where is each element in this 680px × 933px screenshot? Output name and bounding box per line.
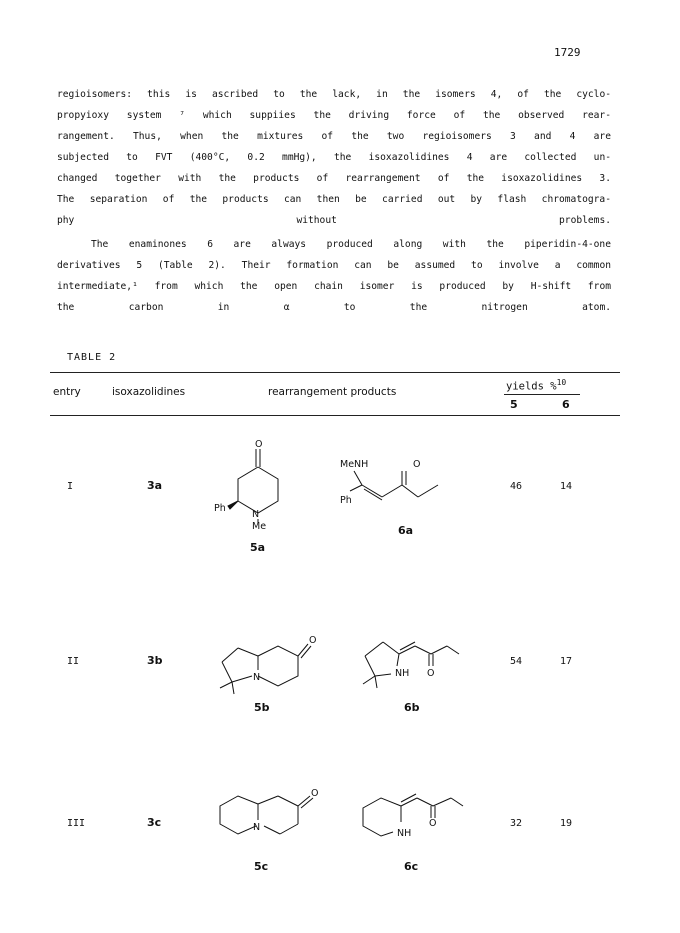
yield-header-rule <box>504 394 580 395</box>
header-col-5: 5 <box>510 398 518 411</box>
atom-label: O <box>311 788 319 799</box>
text-line: changed together with the products of rearrangement of the isoxazolidines 3. <box>57 173 611 184</box>
header-isoxazolidines: isoxazolidines <box>112 386 186 398</box>
yield-6: 14 <box>560 481 573 492</box>
product-5-label: 5c <box>254 860 269 873</box>
paragraph-1 <box>57 84 611 231</box>
text-line: regioisomers: this is ascribed to the lack, in the isomers 4, of the cyclo- <box>57 89 611 100</box>
atom-label: N <box>252 509 260 520</box>
header-col-6: 6 <box>562 398 570 411</box>
structure-6a <box>340 455 470 525</box>
yield-6: 19 <box>560 818 573 829</box>
isoxazolidine-label: 3b <box>147 654 163 667</box>
entry-id: III <box>67 818 86 829</box>
table-top-rule <box>50 372 620 373</box>
structure-5a <box>200 435 310 540</box>
entry-id: I <box>67 481 74 492</box>
structure-6b <box>355 628 475 708</box>
atom-label: O <box>309 635 317 646</box>
text-line: phy without problems. <box>57 215 611 226</box>
yield-5: 46 <box>510 481 523 492</box>
structure-5c <box>210 788 330 848</box>
atom-label: Ph <box>214 503 226 514</box>
text-line: The separation of the products can then be carried out by flash chromatogra- <box>57 194 611 205</box>
header-yields-label: yields % <box>506 380 557 393</box>
product-6-label: 6a <box>398 524 414 537</box>
structure-6c <box>355 790 475 850</box>
header-entry: entry <box>53 386 81 398</box>
entry-id: II <box>67 656 80 667</box>
yield-5: 54 <box>510 656 523 667</box>
table-header-rule <box>50 415 620 416</box>
text-line: derivatives 5 (Table 2). Their formation can be assumed to involve a common <box>57 260 611 271</box>
atom-label: O <box>427 668 435 679</box>
atom-label: Ph <box>340 495 352 506</box>
text-line: the carbon in α to the nitrogen atom. <box>57 302 611 313</box>
yield-5: 32 <box>510 818 523 829</box>
yield-6: 17 <box>560 656 573 667</box>
atom-label: O <box>255 439 263 450</box>
isoxazolidine-label: 3a <box>147 479 163 492</box>
page-number: 1729 <box>554 46 581 59</box>
text-line: propyioxy system ⁷ which suppiies the driving force of the observed rear- <box>57 110 611 121</box>
text-line: rangement. Thus, when the mixtures of the two regioisomers 3 and 4 are <box>57 131 611 142</box>
atom-label: N <box>253 672 261 683</box>
text-line: intermediate,¹ from which the open chain isomer is produced by H-shift from <box>57 281 611 292</box>
header-yields <box>506 378 566 393</box>
product-5-label: 5b <box>254 701 270 714</box>
atom-label: NH <box>397 828 412 839</box>
header-yields-ref: 10 <box>556 378 567 387</box>
product-5-label: 5a <box>250 541 266 554</box>
product-6-label: 6c <box>404 860 419 873</box>
header-products: rearrangement products <box>268 386 397 398</box>
table-label: TABLE 2 <box>67 352 117 363</box>
atom-label: O <box>413 459 421 470</box>
text-line: The enaminones 6 are always produced along with the piperidin-4-one <box>91 239 611 250</box>
paragraph-2 <box>57 234 611 318</box>
atom-label: N <box>253 822 261 833</box>
atom-label: MeNH <box>340 459 369 470</box>
product-6-label: 6b <box>404 701 420 714</box>
isoxazolidine-label: 3c <box>147 816 162 829</box>
atom-label: O <box>429 818 437 829</box>
atom-label: NH <box>395 668 410 679</box>
text-line: subjected to FVT (400°C, 0.2 mmHg), the isoxazolidines 4 are collected un- <box>57 152 611 163</box>
structure-5b <box>210 630 325 710</box>
atom-label: Me <box>252 521 267 532</box>
